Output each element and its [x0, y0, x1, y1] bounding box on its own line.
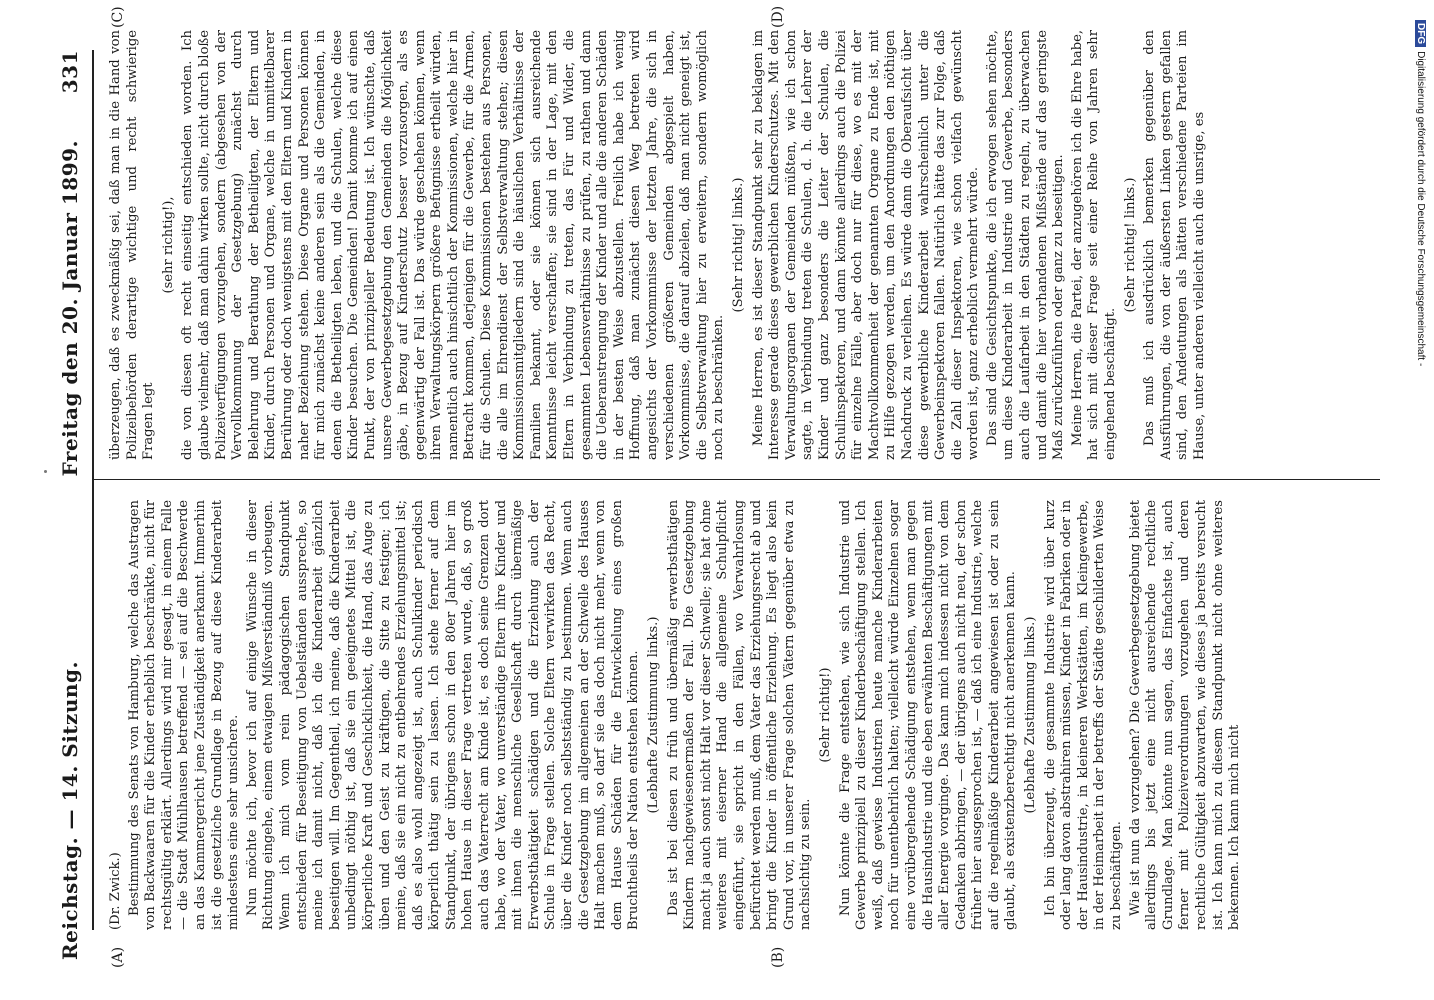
page-number: 331: [58, 50, 82, 94]
paragraph: Das muß ich ausdrücklich bemerken gegenüber den Ausführungen, die von der äußersten Linken gestern gefallen sind, den Andeutungen als hätten verschiedene Parteien im Hause, unter anderen vielleicht auch die unsrige, es: [1142, 30, 1207, 460]
margin-marker-c: (C): [110, 6, 126, 28]
applause-note: (Sehr richtig!): [817, 667, 833, 763]
margin-marker-a: (A): [110, 946, 126, 968]
paragraph: Nun möchte ich, bevor ich auf einige Wünsche in dieser Richtung eingehe, einem etwaigen Mißverständniß vorbeugen. Wenn ich mich vom rein pädagogischen Standpunkt entschieden für Beseitigung von Uebelständen ausspreche, so meine ich damit nicht, daß ich die Kinderarbeit gänzlich beseitigen will. Im Gegentheil, ich meine, daß die Kinderarbeit unbedingt nöthig ist, daß sie ein geeignetes Mittel ist, die körperliche Kraft und Geschicklichkeit, die Hand, das Auge zu üben und den Geist zu kräftigen, die Sitte zu festigen; ich meine, daß sie ein nicht zu entbehrendes Erziehungsmittel ist; daß es also wohl angezeigt ist, auch Schulkinder periodisch körperlich thätig sein zu lassen. Ich stehe ferner auf dem Standpunkt, der übrigens schon in den 80er Jahren hier im hohen Hause in dieser Frage vertreten wurde, daß, so groß auch das Vaterrecht am Kinde ist, es doch seine Grenzen dort habe, wo der Vater, wo unverständige Eltern ihre Kinder und mit ihnen die menschliche Gesellschaft durch übermäßige Erwerbsthätigkeit schädigen und die Erziehung auch der Schule in Frage stellen. Solche Eltern verwirken das Recht, über die Kinder noch selbstständig zu bestimmen. Wenn auch die Gesetzgebung im allgemeinen an der Schwelle des Hauses Halt machen muß, so darf sie das doch nicht mehr, wenn von dem Hause Schäden für die Entwickelung eines großen Bruchtheils der Nation entstehen können.: [244, 500, 642, 930]
paragraph: die von diesen oft recht einseitig entschieden worden. Ich glaube vielmehr, daß man dahin wirken sollte, nicht durch bloße Polizeiverfügungen vorzugehen, sondern (abgesehen von der Vervollkommnung der Gesetzgebung) zunächst durch Belehrung und Berathung der Betheiligten, der Eltern und Kinder, durch Personen und Organe, welche in unmittelbarer Berührung oder doch wenigstens mit den Eltern und Kindern in naher Beziehung stehen. Diese Organe und Personen können für mich zunächst keine anderen sein als die Gemeinden, in denen die Betheiligten leben, und die Schulen, welche diese Kinder besuchen. Die Gemeinden! Damit komme ich auf einen Punkt, der von prinzipieller Bedeutung ist. Ich wünschte, daß unsere Gewerbegesetzgebung den Gemeinden die Möglichkeit gäbe, in Bezug auf Kinderschutz besser vorzusorgen, als es gegenwärtig der Fall ist. Das würde geschehen können, wenn ihren Verwaltungskörpern größere Befugnisse ertheilt würden, namentlich auch hinsichtlich der Kommissionen, welche hier in Betracht kommen, derjenigen für die Gewerbe, für die Armen, für die Schulen. Diese Kommissionen bestehen aus Personen, die alle im Ehrendienst der Selbstverwaltung stehen; diesen Kommissionsmitgliedern sind die häuslichen Verhältnisse der Familien bekannt, oder sie können sich ausreichende Kenntnisse leicht verschaffen; sie sind in der Lage, mit den Eltern in Verbindung zu treten, das Für und Wider, die gesammten Lebensverhältnisse zu prüfen, zu rathen und dann die Ueberanstrengung der Kinder und alle die anderen Schäden in der besten Weise abzustellen. Freilich habe ich wenig Hoffnung, daß man zunächst diesen Weg betreten wird angesichts der Vorkommnisse der letzten Jahre, die sich in verschiedenen größeren Gemeinden abgespielt haben, Vorkommnisse, die darauf abzielen, daß man nicht geneigt ist, die Selbstverwaltung hier zu erweitern, sondern womöglich noch zu beschränken.: [180, 30, 727, 460]
page-header: [50, 50, 90, 960]
dfg-logo-badge: DFG: [1415, 20, 1426, 47]
paragraph: Das ist bei diesen zu früh und übermäßig erwerbsthätigen Kindern nachgewiesenermaßen der Fall. Die Gesetzgebung macht ja auch sonst nicht Halt vor dieser Schwelle; sie hat ohne weiteres mit eiserner Hand die allgemeine Schulpflicht eingeführt, sie spricht in den Fällen, wo Verwahrlosung befürchtet werden muß, dem Vater das Erziehungsrecht ab und bringt die Kinder in öffentliche Erziehung. Es liegt also kein Grund vor, in unserer Frage solchen Vätern gegenüber etwa zu nachsichtig zu sein.: [665, 500, 814, 930]
applause-note: (Lebhafte Zustimmung links.): [646, 616, 661, 814]
paragraph: Meine Herren, es ist dieser Standpunkt sehr zu beklagen im Interesse gerade dieses gewerblichen Kinderschutzes. Mit den Verwaltungsorganen der Gemeinden müßten, wie ich schon sagte, in Verbindung treten die Schulen, d. h. die Lehrer der Kinder und ganz besonders die Leiter der Schulen, die Schulinspektoren, und dann könnte allerdings auch die Polizei für einzelne Fälle, aber doch nur für diese, wo es mit der Machtvollkommenheit der genannten Organe zu Ende ist, mit zu Hilfe gezogen werden, um den Anordnungen den nöthigen Nachdruck zu verleihen. Es würde dann die Oberaufsicht über diese gewerbliche Kinderarbeit wahrscheinlich unter die Gewerbeinspektoren fallen. Natürlich hätte das zur Folge, daß die Zahl dieser Inspektoren, wie schon vielfach gewünscht worden ist, ganz erheblich vermehrt würde.: [750, 30, 982, 460]
paragraph: Wie ist nun da vorzugehen? Die Gewerbegesetzgebung bietet allerdings bis jetzt eine nicht ausreichende rechtliche Grundlage. Man könnte nun sagen, das Einfachste ist, auch ferner mit Polizeiverordnungen vorzugehen und deren rechtliche Gültigkeit abzuwarten, wie dieses ja bereits versucht ist. Ich kann mich zu diesem Standpunkt nicht ohne weiteres bekennen. Ich kann mich nicht: [1127, 500, 1243, 930]
right-column: [108, 30, 1380, 460]
paragraph: Das sind die Gesichtspunkte, die ich erwogen sehen möchte, um diese Kinderarbeit in Industrie und Gewerbe, besonders auch die Laufarbeit in den Städten zu regeln, zu überwachen und damit die hier vorhandenen Mißstände auf das geringste Maß zurückzuführen oder ganz zu beseitigen.: [984, 30, 1067, 460]
paragraph: Nun könnte die Frage entstehen, wie sich Industrie und Gewerbe prinzipiell zu dieser Kinderbeschäftigung stellen. Ich weiß, daß gewisse Industrien heute manche Kinderarbeiten noch für unentbehrlich halten; vielleicht würde Einzelnen sogar eine vorübergehende Schädigung entstehen, wenn man gegen die Hausindustrie und die eben erwähnten Beschäftigungen mit aller Energie vorginge. Das kann mich indessen nicht von dem Gedanken abbringen, — der übrigens auch nicht neu, der schon früher hier ausgesprochen ist, — daß ich eine Industrie, welche auf die regelmäßige Kinderarbeit angewiesen ist oder zu sein glaubt, als existenzberechtigt nicht anerkennen kann.: [837, 500, 1019, 930]
digitization-credit: [1414, 10, 1430, 990]
applause-note: (sehr richtig!),: [160, 196, 176, 294]
paragraph: Ich bin überzeugt, die gesammte Industrie wird über kurz oder lang davon abstrahiren müssen, Kinder in Fabriken oder in der Hausindustrie, in kleineren Werkstätten, im Kleingewerbe, in der Heimarbeit in der betreffs der Städte geschilderten Weise zu beschäftigen.: [1042, 500, 1125, 930]
paragraph: Bestimmung des Senats von Hamburg, welche das Austragen von Backwaaren für die Kinder erheblich beschränkte, nicht für rechtsgültig erklärt. Allerdings wird mir gesagt, in einem Falle — die Stadt Mühlhausen betreffend — sei auf die Beschwerde an das Kammergericht jene Zuständigkeit anerkannt. Immerhin ist die gesetzliche Grundlage in Bezug auf diese Kinderarbeit mindestens eine sehr unsichere.: [126, 500, 242, 930]
header-date: Freitag den 20. Januar 1899.: [58, 140, 82, 477]
scan-speck: [44, 470, 47, 473]
margin-marker-b: (B): [770, 946, 786, 968]
left-column: [108, 500, 1380, 930]
applause-note: (Sehr richtig! links.): [730, 177, 746, 313]
margin-marker-d: (D): [770, 5, 786, 28]
paragraph: überzeugen, daß es zweckmäßig sei, daß man in die Hand von Polizeibehörden derartige wichtige und recht schwierige Fragen legt: [108, 30, 157, 460]
rotated-page: [30, 5, 1400, 990]
header-session: Reichstag. — 14. Sitzung.: [58, 661, 82, 960]
digitization-credit-text: Digitalisierung gefördert durch die Deutsche Forschungsgemeinschaft -: [1415, 51, 1426, 367]
applause-note: (Sehr richtig! links.): [1122, 177, 1138, 313]
paragraph: Meine Herren, die Partei, der anzugehören ich die Ehre habe, hat sich mit dieser Frage seit einer Reihe von Jahren sehr eingehend beschäftigt.: [1069, 30, 1119, 460]
speaker-label: (Dr. Zwick.): [108, 852, 123, 930]
applause-note: (Lebhafte Zustimmung links.): [1023, 616, 1039, 814]
header-rule: [92, 50, 94, 930]
column-divider: [94, 479, 1380, 480]
